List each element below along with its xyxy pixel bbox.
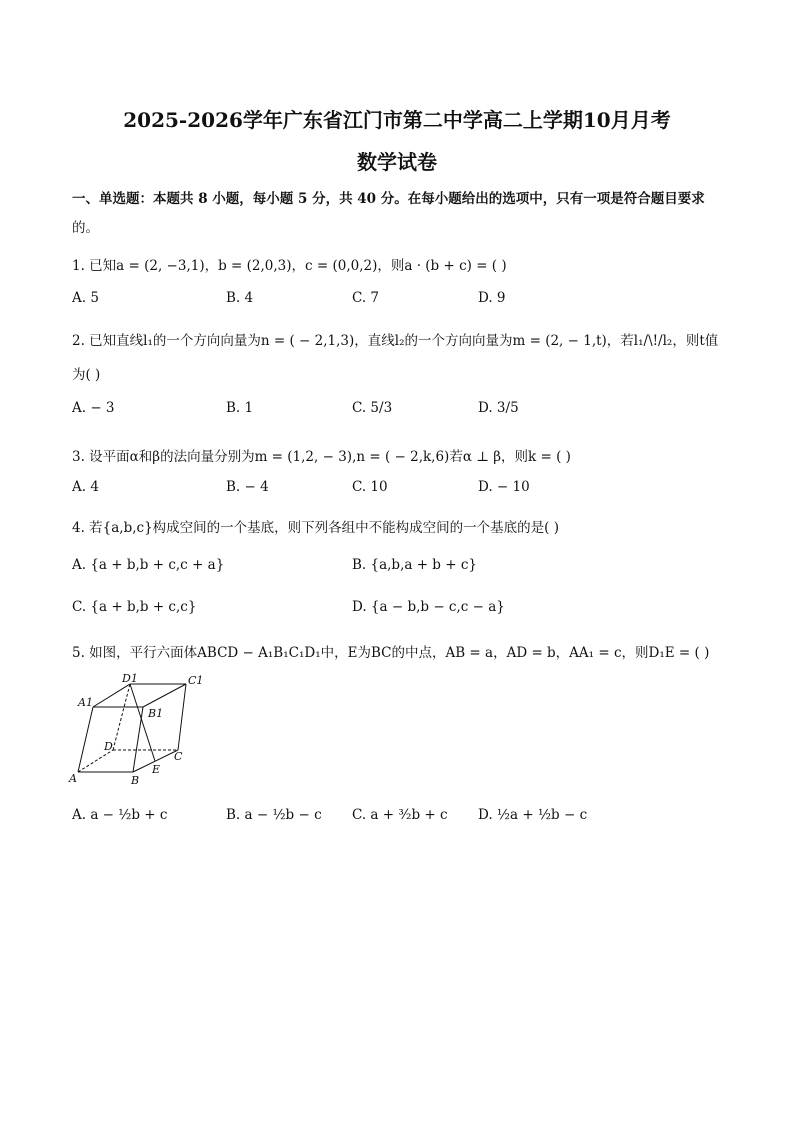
- section-heading-cont: 的。: [72, 220, 99, 236]
- q4-option-d: D. {a − b,b − c,c − a}: [352, 599, 505, 615]
- question-2-stem: 2. 已知直线l₁的一个方向向量为n = ( − 2,1,3)，直线l₂的一个方向向量为m = (2, − 1,t)，若l₁/\!/l₂，则t值: [72, 333, 719, 349]
- q5-option-c: C. a + ³⁄₂b + c: [352, 807, 448, 823]
- label-b: B: [131, 774, 140, 787]
- label-e: E: [152, 763, 161, 776]
- q3-option-c: C. 10: [352, 479, 388, 495]
- q3-option-a: A. 4: [72, 479, 99, 495]
- question-1-stem: 1. 已知a = (2, −3,1)，b = (2,0,3)，c = (0,0,2)，则a · (b + c) = ( ): [72, 258, 507, 274]
- label-d: D: [104, 740, 113, 753]
- q1-option-a: A. 5: [72, 290, 99, 306]
- paper-title: 2025-2026学年广东省江门市第二中学高二上学期10月月考: [123, 108, 671, 132]
- label-c: C: [174, 750, 183, 763]
- q5-option-a: A. a − ½b + c: [72, 807, 168, 823]
- q5-option-d: D. ½a + ½b − c: [478, 807, 588, 823]
- label-c1: C1: [188, 674, 204, 687]
- question-5-stem: 5. 如图，平行六面体ABCD − A₁B₁C₁D₁中，E为BC的中点，AB = a，AD = b，AA₁ = c，则D₁E = ( ): [72, 645, 710, 661]
- label-a: A: [69, 772, 77, 785]
- q3-option-d: D. − 10: [478, 479, 530, 495]
- q2-option-d: D. 3/5: [478, 400, 519, 416]
- question-4-stem: 4. 若{a,b,c}构成空间的一个基底，则下列各组中不能构成空间的一个基底的是( ): [72, 520, 560, 536]
- q3-option-b: B. − 4: [226, 479, 269, 495]
- question-2-stem-cont: 为( ): [72, 367, 101, 383]
- q1-option-d: D. 9: [478, 290, 506, 306]
- q4-option-b: B. {a,b,a + b + c}: [352, 557, 477, 573]
- label-a1: A1: [78, 696, 93, 709]
- q1-option-c: C. 7: [352, 290, 380, 306]
- q4-option-c: C. {a + b,b + c,c}: [72, 599, 197, 615]
- question-3-stem: 3. 设平面α和β的法向量分别为m = (1,2, − 3),n = ( − 2,k,6)若α ⊥ β，则k = ( ): [72, 449, 571, 465]
- label-b1: B1: [148, 707, 164, 720]
- q5-option-b: B. a − ½b − c: [226, 807, 322, 823]
- q2-option-b: B. 1: [226, 400, 254, 416]
- q1-option-b: B. 4: [226, 290, 254, 306]
- q4-option-a: A. {a + b,b + c,c + a}: [72, 557, 225, 573]
- q2-option-c: C. 5/3: [352, 400, 393, 416]
- parallelepiped-figure: [68, 672, 218, 792]
- label-d1: D1: [122, 672, 138, 685]
- q2-option-a: A. − 3: [72, 400, 115, 416]
- paper-subtitle: 数学试卷: [357, 150, 437, 174]
- section-heading: 一、单选题：本题共 8 小题，每小题 5 分，共 40 分。在每小题给出的选项中，只有一项是符合题目要求: [72, 191, 705, 207]
